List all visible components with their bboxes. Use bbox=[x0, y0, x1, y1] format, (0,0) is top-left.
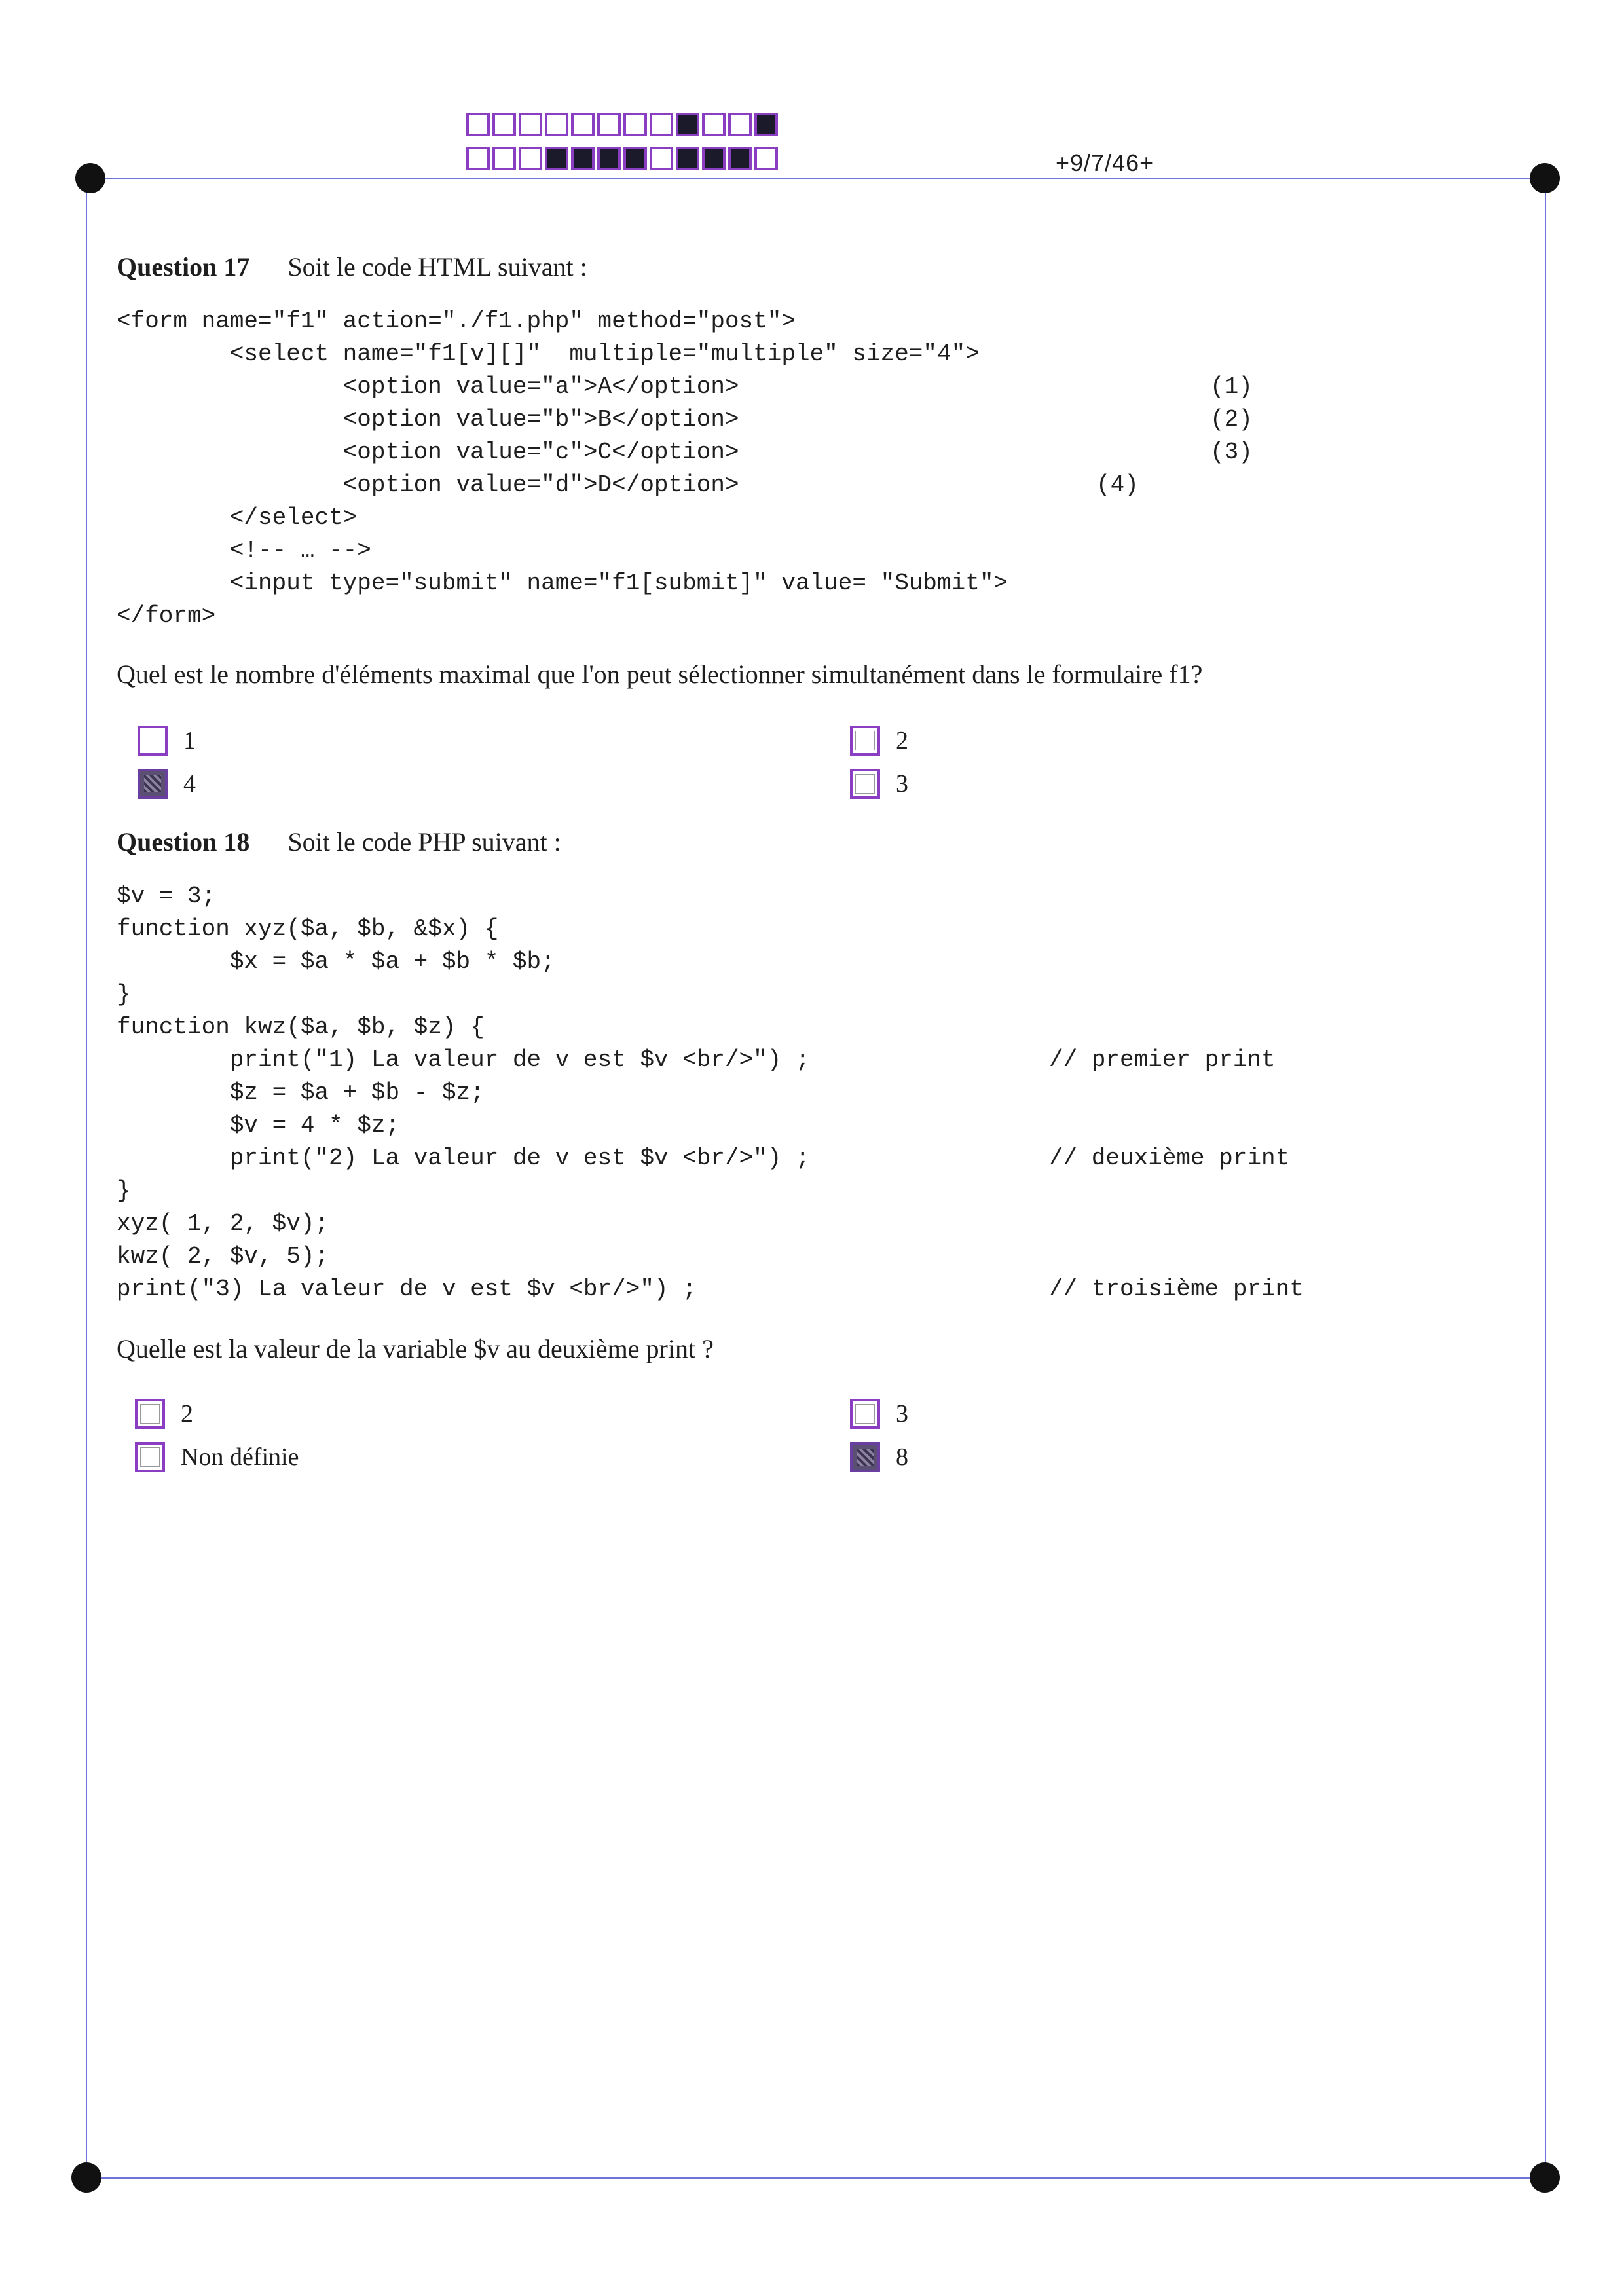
code-bit bbox=[597, 113, 621, 136]
code-line bbox=[117, 1109, 810, 1142]
code-annotation: (2) bbox=[1210, 406, 1253, 433]
code-text: <select name="f1[v][]" multiple="multiple" size="4"> bbox=[117, 341, 980, 367]
code-bit bbox=[702, 147, 726, 170]
code-bit bbox=[466, 113, 490, 136]
code-bit bbox=[754, 147, 778, 170]
code-text: print("2) La valeur de v est $v <br/>") ; bbox=[117, 1145, 810, 1172]
code-text: <option value="c">C</option> bbox=[117, 439, 739, 466]
option-label: 2 bbox=[181, 1400, 193, 1428]
question-18-text: Quelle est la valeur de la variable $v au deuxième print ? bbox=[117, 1334, 714, 1363]
code-text: <!-- … --> bbox=[117, 537, 371, 564]
code-bit bbox=[519, 147, 542, 170]
code-bit bbox=[676, 147, 699, 170]
code-text: </select> bbox=[117, 504, 358, 531]
code-line bbox=[117, 978, 810, 1011]
option-label: 3 bbox=[896, 1400, 908, 1428]
option-label: 1 bbox=[183, 727, 196, 754]
code-bit bbox=[519, 113, 542, 136]
option-label: 8 bbox=[896, 1443, 908, 1471]
code-bit bbox=[545, 147, 568, 170]
code-annotation: // troisième print bbox=[1049, 1276, 1304, 1303]
corner-marker-bottom-left bbox=[71, 2162, 101, 2193]
code-line bbox=[117, 913, 810, 946]
code-bit bbox=[571, 113, 595, 136]
question-18-header bbox=[117, 826, 561, 857]
checkbox[interactable] bbox=[850, 769, 880, 799]
code-text: <option value="b">B</option> bbox=[117, 406, 739, 433]
question-17-text: Quel est le nombre d'éléments maximal que l'on peut sélectionner simultanément dans le formulaire f1? bbox=[117, 659, 1203, 689]
code-bit bbox=[623, 113, 647, 136]
code-text: function xyz($a, $b, &$x) { bbox=[117, 916, 499, 942]
question-17-header bbox=[117, 251, 587, 282]
checkbox[interactable] bbox=[138, 769, 168, 799]
answer-option[interactable] bbox=[135, 1442, 299, 1472]
code-bit bbox=[754, 113, 778, 136]
code-annotation: (4) bbox=[1096, 472, 1139, 498]
checkbox[interactable] bbox=[138, 726, 168, 756]
option-label: Non définie bbox=[181, 1443, 299, 1471]
code-bit bbox=[466, 147, 490, 170]
checkbox[interactable] bbox=[850, 1442, 880, 1472]
code-line bbox=[117, 371, 1253, 403]
option-label: 3 bbox=[896, 770, 908, 798]
answer-option[interactable] bbox=[138, 726, 196, 756]
answer-option[interactable] bbox=[850, 726, 908, 756]
code-text: <option value="a">A</option> bbox=[117, 373, 739, 400]
code-text: <form name="f1" action="./f1.php" method="post"> bbox=[117, 308, 796, 335]
question-intro: Soit le code HTML suivant : bbox=[287, 252, 587, 282]
code-text: $x = $a * $a + $b * $b; bbox=[117, 948, 555, 975]
code-bit bbox=[676, 113, 699, 136]
code-text: <input type="submit" name="f1[submit]" value= "Submit"> bbox=[117, 570, 1008, 597]
checkbox[interactable] bbox=[135, 1442, 165, 1472]
code-annotation: // deuxième print bbox=[1049, 1145, 1290, 1172]
code-text: } bbox=[117, 1177, 131, 1204]
code-line bbox=[117, 567, 1008, 600]
code-bit bbox=[728, 147, 752, 170]
code-text: $v = 3; bbox=[117, 883, 216, 910]
code-text: } bbox=[117, 981, 131, 1008]
corner-marker-top-right bbox=[1530, 163, 1560, 193]
corner-marker-top-left bbox=[75, 163, 105, 193]
code-bit bbox=[492, 147, 516, 170]
code-annotation: // premier print bbox=[1049, 1046, 1276, 1073]
code-line bbox=[117, 1175, 810, 1208]
answer-option[interactable] bbox=[135, 1399, 193, 1429]
code-text: <option value="d">D</option> bbox=[117, 472, 739, 498]
code-line bbox=[117, 403, 1253, 436]
code-bit bbox=[545, 113, 568, 136]
question-number: Question 17 bbox=[117, 252, 250, 282]
option-label: 2 bbox=[896, 727, 908, 754]
option-label: 4 bbox=[183, 770, 196, 798]
binary-code-row-2 bbox=[466, 147, 781, 170]
question-intro: Soit le code PHP suivant : bbox=[287, 827, 561, 857]
html-code-block bbox=[117, 305, 1253, 633]
code-line bbox=[117, 946, 810, 978]
code-bit bbox=[492, 113, 516, 136]
code-bit bbox=[571, 147, 595, 170]
checkbox[interactable] bbox=[135, 1399, 165, 1429]
code-line bbox=[117, 1077, 810, 1109]
corner-marker-bottom-right bbox=[1530, 2162, 1560, 2193]
code-line bbox=[117, 436, 1253, 469]
code-bit bbox=[702, 113, 726, 136]
answer-option[interactable] bbox=[850, 1399, 908, 1429]
code-line bbox=[117, 880, 810, 913]
code-line bbox=[117, 1044, 1276, 1077]
checkbox[interactable] bbox=[850, 1399, 880, 1429]
code-line bbox=[117, 1011, 810, 1044]
code-bit bbox=[597, 147, 621, 170]
code-line bbox=[117, 600, 1008, 633]
code-bit bbox=[623, 147, 647, 170]
answer-option[interactable] bbox=[138, 769, 196, 799]
code-annotation: (1) bbox=[1210, 373, 1253, 400]
checkbox[interactable] bbox=[850, 726, 880, 756]
code-line bbox=[117, 1240, 810, 1273]
code-line bbox=[117, 1208, 810, 1240]
code-bit bbox=[650, 113, 673, 136]
code-line bbox=[117, 1273, 1304, 1306]
code-text: xyz( 1, 2, $v); bbox=[117, 1210, 329, 1237]
code-text: $v = 4 * $z; bbox=[117, 1112, 400, 1139]
code-text: print("3) La valeur de v est $v <br/>") ; bbox=[117, 1276, 697, 1303]
code-line bbox=[117, 338, 1008, 371]
code-line bbox=[117, 305, 1008, 338]
code-text: print("1) La valeur de v est $v <br/>") ; bbox=[117, 1046, 810, 1073]
code-line bbox=[117, 469, 1139, 502]
code-text: function kwz($a, $b, $z) { bbox=[117, 1014, 485, 1041]
question-number: Question 18 bbox=[117, 827, 250, 857]
php-code-block bbox=[117, 880, 1304, 1306]
code-line bbox=[117, 1142, 1290, 1175]
page-id: +9/7/46+ bbox=[1056, 149, 1154, 176]
answer-option[interactable] bbox=[850, 769, 908, 799]
code-line bbox=[117, 502, 1008, 534]
answer-option[interactable] bbox=[850, 1442, 908, 1472]
code-text: kwz( 2, $v, 5); bbox=[117, 1243, 329, 1270]
code-bit bbox=[650, 147, 673, 170]
code-annotation: (3) bbox=[1210, 439, 1253, 466]
code-text: </form> bbox=[117, 602, 216, 629]
code-line bbox=[117, 534, 1008, 567]
code-bit bbox=[728, 113, 752, 136]
binary-code-row-1 bbox=[466, 113, 781, 136]
code-text: $z = $a + $b - $z; bbox=[117, 1079, 485, 1106]
